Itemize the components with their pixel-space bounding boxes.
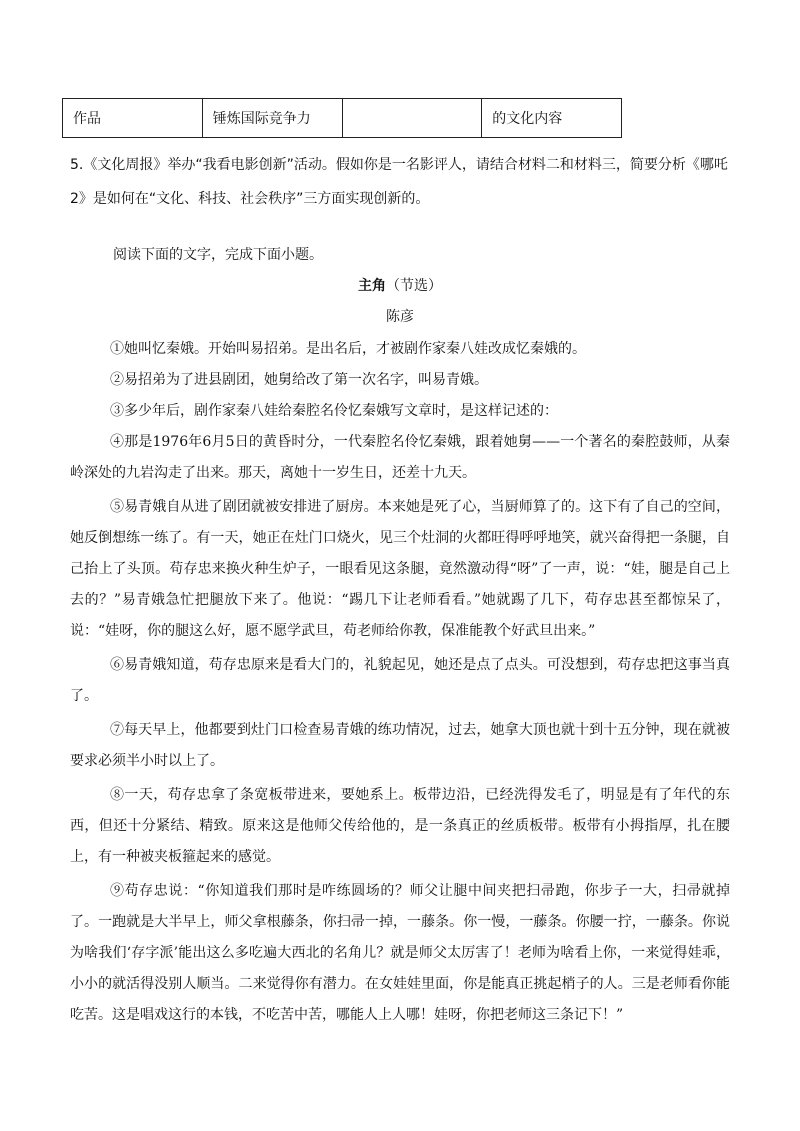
paragraph-8: ⑧一天，苟存忠拿了条宽板带进来，要她系上。板带边沿，已经洗得发毛了，明显是有了年代的东西，但还十分紧结、精致。原来这是他师父传给他的，是一条真正的丝质板带。板带有小拇指厚，扎在腰上，有一种被夹板箍起来的感觉。 (70, 787, 730, 865)
paragraph-4: ④那是1976年6月5日的黄昏时分，一代秦腔名伶忆秦娥，跟着她舅——一个著名的秦腔鼓师，从秦岭深处的九岩沟走了出来。那天，离她十一岁生日，还差十九天。 (70, 434, 730, 481)
question-5: 5.《文化周报》举办“我看电影创新”活动。假如你是一名影评人，请结合材料二和材料三，简要分析《哪吒2》是如何在“文化、科技、社会秩序”三方面实现创新的。 (70, 157, 728, 207)
story-title (0, 275, 800, 295)
paragraph-6: ⑥易青娥知道，苟存忠原来是看大门的，礼貌起见，她还是点了点头。可没想到，苟存忠把这事当真了。 (70, 657, 730, 704)
table-row (63, 99, 622, 138)
paragraph-1: ①她叫忆秦娥。开始叫易招弟。是出名后，才被剧作家秦八娃改成忆秦娥的。 (110, 341, 586, 357)
paragraph-3: ③多少年后，剧作家秦八娃给秦腔名伶忆秦娥写文章时，是这样记述的： (110, 403, 558, 419)
story-title-note: （节选） (386, 278, 442, 294)
story-author: 陈彦 (386, 309, 414, 325)
paragraph-2: ②易招弟为了进县剧团，她舅给改了第一次名字，叫易青娥。 (110, 372, 488, 388)
paragraph-7: ⑦每天早上，他都要到灶门口检查易青娥的练功情况，过去，她拿大顶也就十到十五分钟，现在就被要求必须半小时以上了。 (70, 722, 730, 769)
table-cell: 的文化内容 (482, 99, 622, 138)
table-cell: 锤炼国际竞争力 (202, 99, 342, 138)
paragraph-5: ⑤易青娥自从进了剧团就被安排进了厨房。本来她是死了心，当厨师算了的。这下有了自己的空间，她反倒想练一练了。有一天，她正在灶门口烧火，见三个灶洞的火都旺得呼呼地笑，就兴奋得把一条腿，自己抬上了头顶。苟存忠来换火种生炉子，一眼看见这条腿，竟然激动得“呀”了一声，说：“娃，腿是自己上去的？”易青娥急忙把腿放下来了。他说：“踢几下让老师看看。”她就踢了几下，苟存忠甚至都惊呆了，说：“娃呀，你的腿这么好，愿不愿学武旦，苟老师给你教，保准能教个好武旦出来。” (70, 499, 730, 639)
paragraph-9: ⑨苟存忠说：“你知道我们那时是咋练圆场的？师父让腿中间夹把扫帚跑，你步子一大，扫帚就掉了。一跑就是大半早上，师父拿根藤条，你扫帚一掉，一藤条。你一慢，一藤条。你腰一拧，一藤条。你说为啥我们‘存字派’能出这么多吃遍大西北的名角儿？就是师父太厉害了！老师为啥看上你，一来觉得娃乖，小小的就活得没别人顺当。二来觉得你有潜力。在女娃娃里面，你是能真正挑起梢子的人。三是老师看你能吃苦。这是唱戏这行的本钱，不吃苦中苦，哪能人上人哪！娃呀，你把老师这三条记下！” (70, 883, 730, 1023)
story-title-text: 主角 (358, 278, 386, 294)
table-cell-blank (342, 99, 482, 138)
story-body (70, 334, 730, 1031)
answer-table (62, 98, 622, 138)
table-cell: 作品 (63, 99, 203, 138)
reading-instruction: 阅读下面的文字，完成下面小题。 (113, 247, 323, 263)
